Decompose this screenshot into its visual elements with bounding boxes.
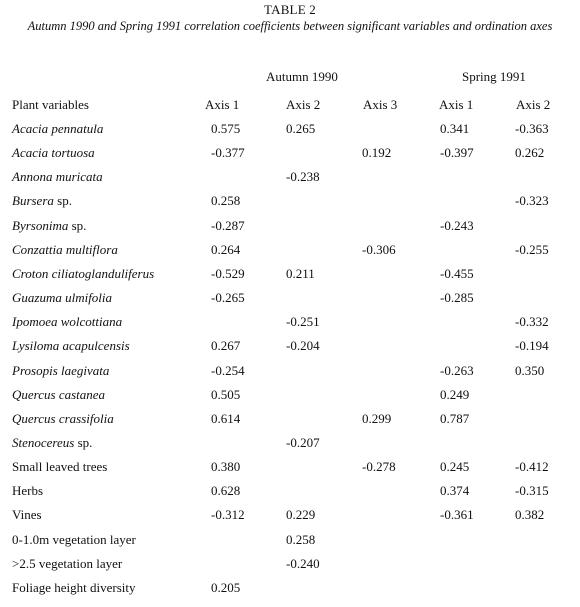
cell-spring-axis2: -0.315 [515,483,549,499]
table-row [0,459,580,479]
plant-variable-suffix: sp. [74,434,93,450]
cell-spring-axis1: -0.243 [440,217,474,233]
plant-variable-name [12,242,118,258]
plant-variable-label: Bursera [12,193,54,209]
plant-variable-name [12,556,122,572]
plant-variable-label: Vines [12,507,42,523]
cell-spring-axis1: 0.787 [440,410,470,426]
plant-variable-label: Quercus castanea [12,386,106,402]
plant-variable-label: Foliage height diversity [12,579,136,595]
plant-variable-label: Acacia tortuosa [12,145,95,161]
cell-autumn-axis1: 0.264 [211,241,241,257]
cell-autumn-axis1: 0.258 [211,193,241,209]
cell-spring-axis2: 0.262 [515,145,545,161]
table-row [0,242,580,262]
column-header-autumn-axis3: Axis 3 [363,97,398,112]
table-subtitle: Autumn 1990 and Spring 1991 correlation coefficients between significant variables and ordination axes [27,19,553,33]
table-row [0,145,580,165]
table-row [0,507,580,527]
table-row [0,169,580,189]
cell-autumn-axis2: -0.238 [286,169,320,185]
cell-autumn-axis1: 0.267 [211,338,241,354]
column-header-autumn-axis2: Axis 2 [286,97,321,112]
table-row [0,435,580,455]
column-header-autumn-axis1: Axis 1 [205,97,240,112]
plant-variable-label: Small leaved trees [12,459,108,475]
cell-spring-axis1: -0.285 [440,290,474,305]
plant-variable-label: Lysiloma acapulcensis [12,338,130,354]
plant-variable-label: Herbs [12,483,44,499]
table-row [0,338,580,358]
cell-autumn-axis1: -0.254 [211,362,245,378]
plant-variable-label: Guazuma ulmifolia [12,290,113,305]
cell-autumn-axis1: -0.377 [211,145,245,161]
cell-spring-axis2: -0.363 [515,121,549,136]
column-header-row [0,97,580,117]
cell-autumn-axis1: 0.614 [211,410,241,426]
plant-variable-name [12,435,92,451]
cell-autumn-axis2: -0.207 [286,434,320,450]
cell-autumn-axis2: -0.251 [286,314,320,330]
plant-variable-name [12,580,135,596]
table-row [0,218,580,238]
plant-variable-label: Annona muricata [12,169,103,185]
cell-autumn-axis2: 0.229 [286,507,316,523]
plant-variable-label: Acacia pennatula [12,121,104,136]
plant-variable-label: Prosopis laegivata [12,362,110,378]
plant-variable-label: Quercus crassifolia [12,410,114,426]
cell-autumn-axis2: 0.258 [286,531,316,547]
table-row [0,532,580,552]
table-row [0,483,580,503]
table-row [0,266,580,286]
plant-variable-name [12,459,107,475]
cell-spring-axis2: -0.412 [515,459,549,475]
cell-autumn-axis2: 0.265 [286,121,316,136]
cell-spring-axis2: 0.382 [515,507,545,523]
plant-variable-label: 0-1.0m vegetation layer [12,531,136,547]
plant-variable-name [12,387,105,403]
cell-spring-axis1: 0.249 [440,386,470,402]
plant-variable-name [12,507,42,523]
plant-variable-label: Byrsonima [12,217,69,233]
table-row [0,387,580,407]
plant-variable-name [12,145,95,161]
table-row [0,290,580,310]
plant-variable-label: Stenocereus [12,434,75,450]
cell-autumn-axis3: 0.192 [362,145,392,161]
cell-spring-axis2: 0.350 [515,362,545,378]
table-row [0,193,580,213]
cell-spring-axis1: -0.263 [440,362,474,378]
plant-variable-label: Croton ciliatoglanduliferus [12,265,155,281]
table-row [0,411,580,431]
column-header-spring-axis1: Axis 1 [439,97,474,112]
cell-autumn-axis1: -0.265 [211,290,245,305]
cell-spring-axis1: -0.397 [440,145,474,161]
plant-variable-name [12,193,72,209]
table-row [0,363,580,383]
season-header-autumn: Autumn 1990 [266,69,338,84]
cell-autumn-axis3: -0.306 [362,241,396,257]
cell-autumn-axis1: -0.287 [211,217,245,233]
plant-variable-name [12,338,130,354]
cell-autumn-axis1: 0.628 [211,483,241,499]
cell-autumn-axis2: -0.240 [286,555,320,571]
table-row [0,580,580,600]
plant-variable-suffix: sp. [53,193,72,209]
cell-autumn-axis3: -0.278 [362,459,396,475]
cell-autumn-axis1: -0.529 [211,265,245,281]
cell-spring-axis2: -0.194 [515,338,549,354]
season-header-spring: Spring 1991 [462,69,526,84]
table-row [0,314,580,334]
plant-variable-label: >2.5 vegetation layer [12,555,123,571]
cell-spring-axis2: -0.332 [515,314,549,330]
plant-variable-suffix: sp. [68,217,87,233]
plant-variable-label: Conzattia multiflora [12,241,118,257]
cell-spring-axis2: -0.323 [515,193,549,209]
plant-variable-name [12,290,112,306]
plant-variable-name [12,218,86,234]
plant-variable-name [12,532,136,548]
plant-variable-name [12,121,103,137]
column-header-variables: Plant variables [12,97,89,112]
cell-spring-axis1: 0.341 [440,121,470,136]
plant-variable-label: Ipomoea wolcottiana [12,314,123,330]
cell-autumn-axis2: 0.211 [286,265,315,281]
cell-spring-axis1: 0.374 [440,483,470,499]
cell-autumn-axis1: 0.380 [211,459,241,475]
table-title: TABLE 2 [264,2,316,17]
cell-autumn-axis1: 0.205 [211,579,241,595]
plant-variable-name [12,169,103,185]
cell-spring-axis1: -0.455 [440,265,474,281]
cell-autumn-axis2: -0.204 [286,338,320,354]
cell-autumn-axis1: 0.505 [211,386,241,402]
plant-variable-name [12,363,109,379]
cell-autumn-axis1: -0.312 [211,507,245,523]
table-row [0,121,580,141]
plant-variable-name [12,266,154,282]
cell-autumn-axis1: 0.575 [211,121,241,136]
plant-variable-name [12,314,122,330]
column-header-spring-axis2: Axis 2 [516,97,551,112]
cell-spring-axis2: -0.255 [515,241,549,257]
plant-variable-name [12,411,114,427]
table-row [0,556,580,576]
plant-variable-name [12,483,43,499]
cell-spring-axis1: 0.245 [440,459,470,475]
cell-spring-axis1: -0.361 [440,507,474,523]
cell-autumn-axis3: 0.299 [362,410,392,426]
